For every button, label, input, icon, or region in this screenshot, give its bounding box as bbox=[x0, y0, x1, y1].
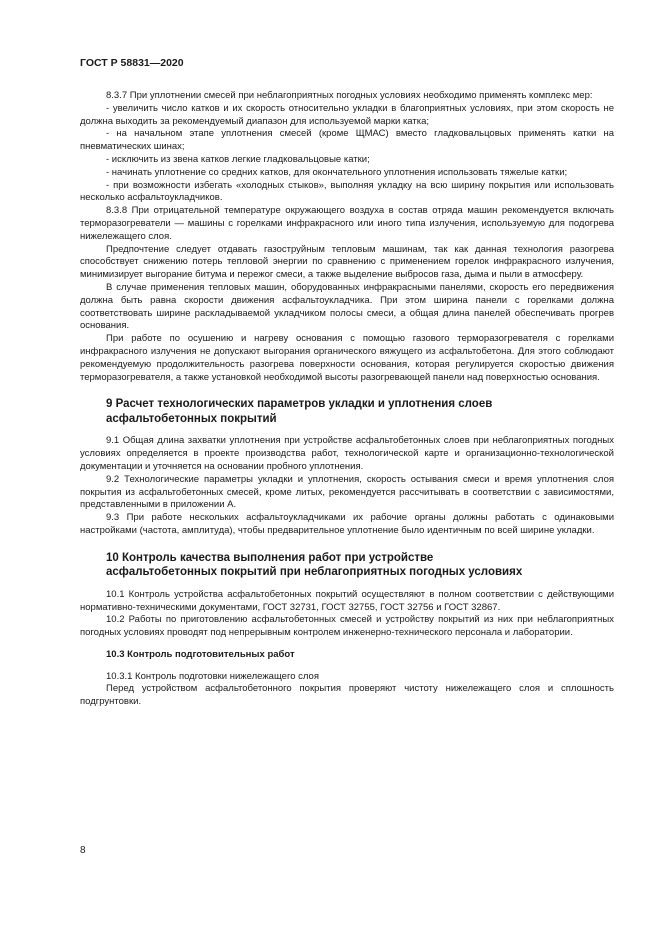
list-item: - на начальном этапе уплотнения смесей (кроме ЩМАС) вместо гладковальцовых применять катки на пневматических шинах; bbox=[80, 128, 614, 153]
list-item: - начинать уплотнение со средних катков, для окончательного уплотнения использовать тяжелые катки; bbox=[106, 166, 568, 178]
paragraph-8-3-7: 8.3.7 При уплотнении смесей при неблагоприятных погодных условиях необходимо применять комплекс мер: bbox=[106, 90, 593, 101]
paragraph: При работе по осушению и нагреву основания с помощью газового терморазогревателя с горелками инфракрасного излучения не допускают выгорания органического вяжущего из асфальтобетона. Для этого соблюдают рекомендуемую продолжительность разогрева поверхности основания, которая регулируется скоростью движения терморазогревателя, а также установкой необходимой высоты разогревающей панели над поверхностью основания. bbox=[80, 333, 614, 383]
document-header: ГОСТ Р 58831—2020 bbox=[80, 57, 184, 69]
paragraph-9-2: 9.2 Технологические параметры укладки и уплотнения, скорость остывания смеси и время уплотнения слоя покрытия из асфальтобетонных смесей, кроме литых, рекомендуется рассчитывать в соответствии с зависимостями, представленными в приложении А. bbox=[80, 473, 614, 511]
paragraph-10-3-1: 10.3.1 Контроль подготовки нижележащего слоя bbox=[106, 670, 319, 682]
section-9-heading-line2: асфальтобетонных покрытий bbox=[106, 412, 277, 425]
list-item: - при возможности избегать «холодных стыков», выполняя укладку на всю ширину покрытия или использовать несколько асфальтоукладчиков. bbox=[80, 179, 614, 204]
section-10-heading-line1: 10 Контроль качества выполнения работ при устройстве bbox=[106, 551, 434, 564]
paragraph: В случае применения тепловых машин, оборудованных инфракрасными панелями, скорость его передвижения должна быть равна скорости движения асфальтоукладчика. При этом ширина панели с горелками должна соответствовать ширине раскладываемой укладчиком полосы смеси, а общая длина панелей обеспечивать прогрев основания. bbox=[80, 281, 614, 332]
paragraph-10-2: 10.2 Работы по приготовлению асфальтобетонных смесей и устройству покрытий из них при неблагоприятных погодных условиях проводят под непрерывным контролем инженерно-технического персонала и лаборатории. bbox=[80, 614, 614, 639]
list-item: - исключить из звена катков легкие гладковальцовые катки; bbox=[106, 153, 370, 165]
paragraph-10-1: 10.1 Контроль устройства асфальтобетонных покрытий осуществляют в полном соответствии с действующими нормативно-техническими документами, ГОСТ 32731, ГОСТ 32755, ГОСТ 32756 и ГОСТ 32867. bbox=[80, 588, 614, 613]
sub-heading-10-3: 10.3 Контроль подготовительных работ bbox=[106, 648, 295, 660]
section-10-heading-line2: асфальтобетонных покрытий при неблагоприятных погодных условиях bbox=[106, 566, 523, 579]
paragraph-8-3-8: 8.3.8 При отрицательной температуре окружающего воздуха в состав отряда машин рекомендуется включать терморазогреватели — машины с горелками инфракрасного или иного типа излучения, используемую для подогрева нижележащего слоя. bbox=[80, 205, 614, 242]
section-9-heading-line1: 9 Расчет технологических параметров укладки и уплотнения слоев bbox=[106, 398, 493, 411]
paragraph-9-3: 9.3 При работе нескольких асфальтоукладчиками их рабочие органы должны работать с одинаковыми настройками (частота, амплитуда), чтобы предварительное уплотнение было идентичным по всей ширине укладки. bbox=[80, 512, 614, 536]
paragraph: Предпочтение следует отдавать газоструйным тепловым машинам, так как данная технология разогрева способствует снижению потерь тепловой энергии по сравнению с применением горелок инфракрасного излучения, минимизирует выгорание битума и пережог смеси, а также выделение выбросов газа, дыма и пыли в атмосферу. bbox=[80, 243, 614, 281]
page-content bbox=[80, 90, 614, 709]
page-number: 8 bbox=[80, 845, 86, 856]
paragraph-9-1: 9.1 Общая длина захватки уплотнения при устройстве асфальтобетонных слоев при неблагоприятных погодных условиях определяется в проекте производства работ, технологической карте и организационно-технологической документации и уточняется на основании пробного уплотнения. bbox=[80, 435, 614, 472]
paragraph: Перед устройством асфальтобетонного покрытия проверяют чистоту нижележащего слоя и сплошность подгрунтовки. bbox=[80, 683, 614, 708]
list-item: - увеличить число катков и их скорость относительно укладки в благоприятных условиях, при этом скорость не должна выходить за рекомендуемый диапазон для используемой марки катка; bbox=[80, 102, 614, 127]
